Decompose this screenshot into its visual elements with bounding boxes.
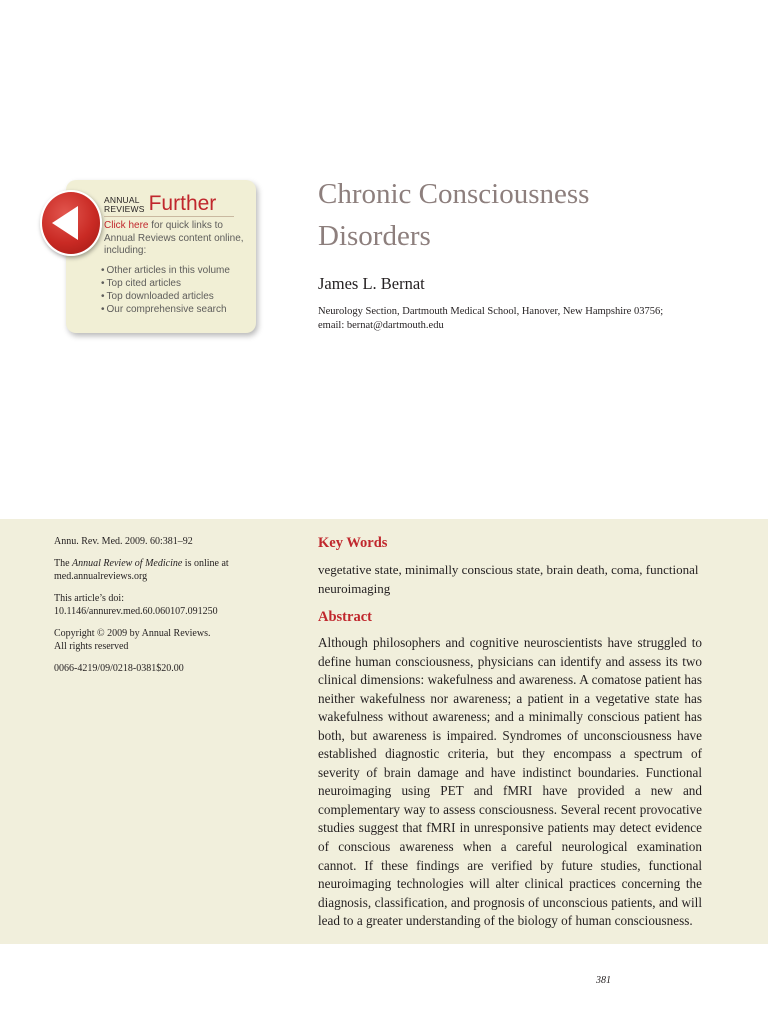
further-divider <box>104 216 234 217</box>
key-words-text: vegetative state, minimally conscious state, brain death, coma, functional neuroimaging <box>318 562 699 596</box>
author-affiliation <box>318 305 738 333</box>
rights: All rights reserved <box>54 641 129 652</box>
annual-reviews-wordmark <box>104 196 145 215</box>
copyright: Copyright © 2009 by Annual Reviews. <box>54 627 211 639</box>
further-links-list <box>101 264 251 316</box>
article-metadata <box>54 535 269 683</box>
further-link-other-articles[interactable]: • Other articles in this volume <box>101 264 251 277</box>
brand-annual: ANNUAL <box>104 195 140 205</box>
further-description-text: for quick links to Annual Reviews content online, including: <box>104 220 244 256</box>
online-notice <box>54 557 269 584</box>
article-title-line1: Chronic Consciousness <box>318 178 590 210</box>
key-words-heading: Key Words <box>318 535 388 551</box>
brand-reviews: REVIEWS <box>104 204 145 214</box>
online-suffix: is online at <box>182 557 229 569</box>
article-title <box>318 173 718 257</box>
affiliation-line1: Neurology Section, Dartmouth Medical School, Hanover, New Hampshire 03756; <box>318 306 664 317</box>
online-prefix: The <box>54 557 73 569</box>
article-title-line2: Disorders <box>318 220 431 252</box>
abstract-text: Although philosophers and cognitive neuroscientists have struggled to define human consciousness, physicians can identify and assess its two clinical dimensions: wakefulness and awareness. A comatose patient has neither wakefulness nor awareness; a patient in a vegetative state has wakefulness without awareness; and a minimally conscious patient has both, but awareness is impaired. Syndromes of unconsciousness have established diagnostic criteria, but they encompass a spectrum of severity of brain damage and have indistinct boundaries. Functional neuroimaging using PET and fMRI have provided a new and complementary way to assess consciousness. Several recent provocative studies suggest that fMRI in unresponsive patients may detect evidence of conscious awareness when a careful neurological examination cannot. If these findings are verified by future studies, functional neuroimaging technologies will alter clinical practices concerning the diagnosis, classification, and prognosis of unconscious patients, and will lead to a greater understanding of the biology of human consciousness. <box>318 635 702 929</box>
abstract-heading: Abstract <box>318 609 372 625</box>
brand-further: Further <box>148 192 217 215</box>
copyright-block <box>54 627 269 654</box>
click-here-link[interactable]: Click here <box>104 220 149 231</box>
further-link-top-downloaded[interactable]: • Top downloaded articles <box>101 290 251 303</box>
issn: 0066-4219/09/0218-0381$20.00 <box>54 662 184 674</box>
further-description <box>104 220 252 258</box>
doi-label: This article’s doi: <box>54 592 124 604</box>
left-arrow-icon[interactable] <box>40 190 102 256</box>
further-link-search[interactable]: • Our comprehensive search <box>101 303 251 316</box>
journal-name: Annual Review of Medicine <box>72 557 183 569</box>
citation: Annu. Rev. Med. 2009. 60:381–92 <box>54 536 193 547</box>
doi-block <box>54 592 269 619</box>
page-number: 381 <box>596 975 611 986</box>
journal-url[interactable]: med.annualreviews.org <box>54 571 148 582</box>
annual-reviews-further-logo <box>104 193 216 215</box>
affiliation-email: email: bernat@dartmouth.edu <box>318 320 444 331</box>
author-name: James L. Bernat <box>318 274 425 293</box>
further-link-top-cited[interactable]: • Top cited articles <box>101 277 251 290</box>
doi-value[interactable]: 10.1146/annurev.med.60.060107.091250 <box>54 606 218 617</box>
